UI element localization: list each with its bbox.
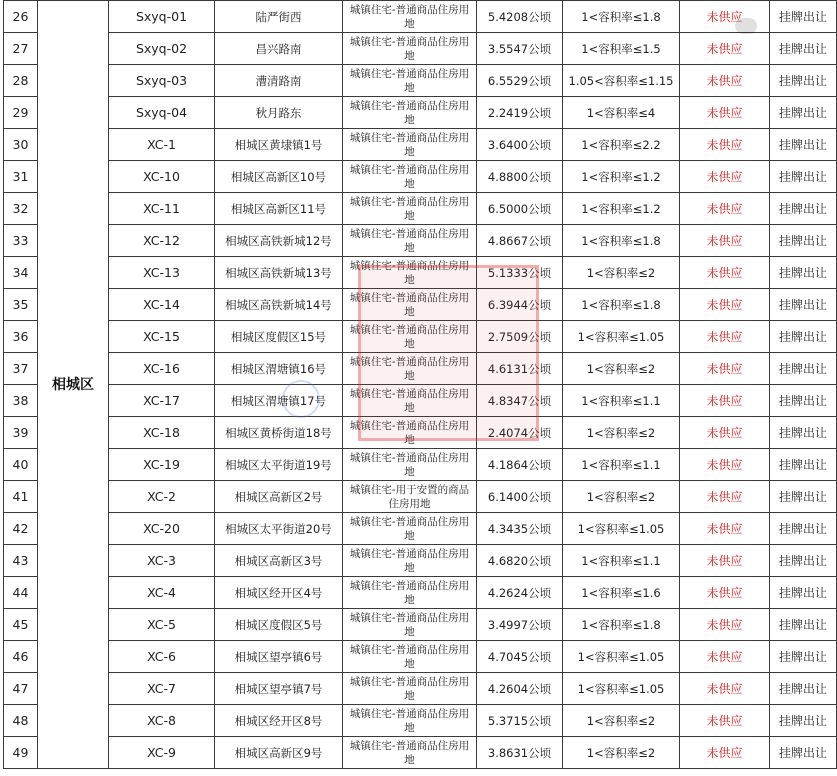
table-row <box>4 705 837 737</box>
land-usage: 城镇住宅-普通商品住房用地 <box>343 353 477 385</box>
land-usage: 城镇住宅-普通商品住房用地 <box>343 97 477 129</box>
plot-ratio: 1.05<容积率≤1.15 <box>563 65 680 97</box>
land-area: 4.2624公顷 <box>477 577 563 609</box>
supply-status: 未供应 <box>680 577 770 609</box>
row-number: 39 <box>4 417 38 449</box>
row-number: 40 <box>4 449 38 481</box>
transfer-method: 挂牌出让 <box>770 385 837 417</box>
row-number: 30 <box>4 129 38 161</box>
transfer-method: 挂牌出让 <box>770 673 837 705</box>
transfer-method: 挂牌出让 <box>770 193 837 225</box>
transfer-method: 挂牌出让 <box>770 321 837 353</box>
transfer-method: 挂牌出让 <box>770 1 837 33</box>
row-number: 43 <box>4 545 38 577</box>
row-number: 36 <box>4 321 38 353</box>
table-row <box>4 257 837 289</box>
transfer-method: 挂牌出让 <box>770 33 837 65</box>
land-code: XC-16 <box>109 353 215 385</box>
land-code: XC-15 <box>109 321 215 353</box>
plot-ratio: 1<容积率≤2 <box>563 481 680 513</box>
plot-ratio: 1<容积率≤1.1 <box>563 449 680 481</box>
land-code: Sxyq-02 <box>109 33 215 65</box>
supply-status: 未供应 <box>680 257 770 289</box>
land-code: XC-8 <box>109 705 215 737</box>
land-code: Sxyq-04 <box>109 97 215 129</box>
table-row <box>4 513 837 545</box>
land-usage: 城镇住宅-普通商品住房用地 <box>343 161 477 193</box>
plot-ratio: 1<容积率≤1.05 <box>563 321 680 353</box>
land-usage: 城镇住宅-普通商品住房用地 <box>343 417 477 449</box>
land-location: 昌兴路南 <box>215 33 343 65</box>
row-number: 28 <box>4 65 38 97</box>
land-area: 4.6820公顷 <box>477 545 563 577</box>
land-usage: 城镇住宅-普通商品住房用地 <box>343 385 477 417</box>
transfer-method: 挂牌出让 <box>770 353 837 385</box>
land-location: 相城区望亭镇7号 <box>215 673 343 705</box>
supply-status: 未供应 <box>680 545 770 577</box>
supply-status: 未供应 <box>680 673 770 705</box>
land-code: Sxyq-03 <box>109 65 215 97</box>
plot-ratio: 1<容积率≤1.8 <box>563 1 680 33</box>
row-number: 44 <box>4 577 38 609</box>
land-location: 相城区渭塘镇16号 <box>215 353 343 385</box>
table-row <box>4 129 837 161</box>
land-location: 相城区高铁新城12号 <box>215 225 343 257</box>
supply-status: 未供应 <box>680 705 770 737</box>
land-location: 相城区太平街道20号 <box>215 513 343 545</box>
land-supply-table <box>3 0 837 769</box>
table-body <box>4 1 837 769</box>
plot-ratio: 1<容积率≤2 <box>563 705 680 737</box>
land-usage: 城镇住宅-普通商品住房用地 <box>343 673 477 705</box>
land-area: 5.4208公顷 <box>477 1 563 33</box>
transfer-method: 挂牌出让 <box>770 641 837 673</box>
land-code: XC-13 <box>109 257 215 289</box>
supply-status: 未供应 <box>680 225 770 257</box>
transfer-method: 挂牌出让 <box>770 65 837 97</box>
land-area: 3.4997公顷 <box>477 609 563 641</box>
plot-ratio: 1<容积率≤1.1 <box>563 545 680 577</box>
table-row <box>4 225 837 257</box>
row-number: 38 <box>4 385 38 417</box>
land-location: 相城区高新区3号 <box>215 545 343 577</box>
row-number: 29 <box>4 97 38 129</box>
land-usage: 城镇住宅-普通商品住房用地 <box>343 321 477 353</box>
transfer-method: 挂牌出让 <box>770 225 837 257</box>
land-area: 4.7045公顷 <box>477 641 563 673</box>
land-code: XC-9 <box>109 737 215 769</box>
supply-status: 未供应 <box>680 737 770 769</box>
plot-ratio: 1<容积率≤2 <box>563 737 680 769</box>
row-number: 35 <box>4 289 38 321</box>
land-usage: 城镇住宅-普通商品住房用地 <box>343 513 477 545</box>
supply-status: 未供应 <box>680 193 770 225</box>
land-code: XC-19 <box>109 449 215 481</box>
land-area: 4.2604公顷 <box>477 673 563 705</box>
row-number: 34 <box>4 257 38 289</box>
land-area: 4.8667公顷 <box>477 225 563 257</box>
land-usage: 城镇住宅-普通商品住房用地 <box>343 257 477 289</box>
land-code: XC-2 <box>109 481 215 513</box>
table-row <box>4 321 837 353</box>
land-area: 2.4074公顷 <box>477 417 563 449</box>
transfer-method: 挂牌出让 <box>770 737 837 769</box>
supply-status: 未供应 <box>680 481 770 513</box>
table-row <box>4 577 837 609</box>
land-area: 4.8347公顷 <box>477 385 563 417</box>
supply-status: 未供应 <box>680 1 770 33</box>
supply-status: 未供应 <box>680 65 770 97</box>
land-location: 相城区黄埭镇1号 <box>215 129 343 161</box>
transfer-method: 挂牌出让 <box>770 577 837 609</box>
land-location: 相城区渭塘镇17号 <box>215 385 343 417</box>
land-location: 漕清路南 <box>215 65 343 97</box>
land-code: Sxyq-01 <box>109 1 215 33</box>
land-usage: 城镇住宅-普通商品住房用地 <box>343 33 477 65</box>
transfer-method: 挂牌出让 <box>770 129 837 161</box>
land-location: 相城区经开区8号 <box>215 705 343 737</box>
supply-status: 未供应 <box>680 289 770 321</box>
land-area: 6.3944公顷 <box>477 289 563 321</box>
row-number: 26 <box>4 1 38 33</box>
supply-status: 未供应 <box>680 385 770 417</box>
table-row <box>4 161 837 193</box>
land-area: 5.1333公顷 <box>477 257 563 289</box>
row-number: 45 <box>4 609 38 641</box>
plot-ratio: 1<容积率≤1.05 <box>563 641 680 673</box>
row-number: 37 <box>4 353 38 385</box>
land-usage: 城镇住宅-普通商品住房用地 <box>343 65 477 97</box>
land-area: 3.6400公顷 <box>477 129 563 161</box>
supply-status: 未供应 <box>680 321 770 353</box>
supply-status: 未供应 <box>680 449 770 481</box>
supply-status: 未供应 <box>680 353 770 385</box>
plot-ratio: 1<容积率≤2 <box>563 417 680 449</box>
land-area: 4.1864公顷 <box>477 449 563 481</box>
plot-ratio: 1<容积率≤1.8 <box>563 289 680 321</box>
row-number: 48 <box>4 705 38 737</box>
supply-status: 未供应 <box>680 417 770 449</box>
transfer-method: 挂牌出让 <box>770 481 837 513</box>
table-row <box>4 33 837 65</box>
land-code: XC-20 <box>109 513 215 545</box>
plot-ratio: 1<容积率≤1.2 <box>563 161 680 193</box>
table-row <box>4 385 837 417</box>
land-usage: 城镇住宅-普通商品住房用地 <box>343 641 477 673</box>
table-row <box>4 353 837 385</box>
plot-ratio: 1<容积率≤1.8 <box>563 609 680 641</box>
supply-status: 未供应 <box>680 33 770 65</box>
land-code: XC-17 <box>109 385 215 417</box>
land-code: XC-12 <box>109 225 215 257</box>
land-area: 3.5547公顷 <box>477 33 563 65</box>
land-location: 相城区高新区11号 <box>215 193 343 225</box>
row-number: 42 <box>4 513 38 545</box>
land-usage: 城镇住宅-普通商品住房用地 <box>343 609 477 641</box>
transfer-method: 挂牌出让 <box>770 705 837 737</box>
land-area: 6.5529公顷 <box>477 65 563 97</box>
land-usage: 城镇住宅-普通商品住房用地 <box>343 1 477 33</box>
land-area: 5.3715公顷 <box>477 705 563 737</box>
table-row <box>4 193 837 225</box>
table-row <box>4 673 837 705</box>
plot-ratio: 1<容积率≤4 <box>563 97 680 129</box>
land-usage: 城镇住宅-普通商品住房用地 <box>343 289 477 321</box>
land-location: 相城区黄桥街道18号 <box>215 417 343 449</box>
transfer-method: 挂牌出让 <box>770 545 837 577</box>
land-code: XC-3 <box>109 545 215 577</box>
land-location: 相城区高新区2号 <box>215 481 343 513</box>
land-code: XC-10 <box>109 161 215 193</box>
land-usage: 城镇住宅-普通商品住房用地 <box>343 129 477 161</box>
table-row <box>4 609 837 641</box>
supply-status: 未供应 <box>680 513 770 545</box>
table-row <box>4 481 837 513</box>
land-location: 相城区度假区15号 <box>215 321 343 353</box>
land-code: XC-7 <box>109 673 215 705</box>
land-location: 相城区高新区9号 <box>215 737 343 769</box>
transfer-method: 挂牌出让 <box>770 513 837 545</box>
land-usage: 城镇住宅-普通商品住房用地 <box>343 545 477 577</box>
land-area: 2.7509公顷 <box>477 321 563 353</box>
row-number: 32 <box>4 193 38 225</box>
transfer-method: 挂牌出让 <box>770 449 837 481</box>
land-area: 2.2419公顷 <box>477 97 563 129</box>
plot-ratio: 1<容积率≤1.05 <box>563 513 680 545</box>
land-usage: 城镇住宅-普通商品住房用地 <box>343 705 477 737</box>
row-number: 27 <box>4 33 38 65</box>
row-number: 49 <box>4 737 38 769</box>
land-usage: 城镇住宅-普通商品住房用地 <box>343 225 477 257</box>
plot-ratio: 1<容积率≤2 <box>563 257 680 289</box>
land-location: 相城区度假区5号 <box>215 609 343 641</box>
supply-status: 未供应 <box>680 641 770 673</box>
land-location: 相城区高铁新城13号 <box>215 257 343 289</box>
land-location: 相城区高铁新城14号 <box>215 289 343 321</box>
land-area: 6.1400公顷 <box>477 481 563 513</box>
land-code: XC-4 <box>109 577 215 609</box>
table-row <box>4 65 837 97</box>
table-row <box>4 449 837 481</box>
land-code: XC-18 <box>109 417 215 449</box>
table-row <box>4 97 837 129</box>
plot-ratio: 1<容积率≤1.8 <box>563 225 680 257</box>
supply-status: 未供应 <box>680 129 770 161</box>
plot-ratio: 1<容积率≤2.2 <box>563 129 680 161</box>
land-location: 相城区经开区4号 <box>215 577 343 609</box>
land-usage: 城镇住宅-普通商品住房用地 <box>343 449 477 481</box>
plot-ratio: 1<容积率≤1.1 <box>563 385 680 417</box>
table-row <box>4 1 837 33</box>
table-row <box>4 641 837 673</box>
land-usage: 城镇住宅-用于安置的商品住房用地 <box>343 481 477 513</box>
land-usage: 城镇住宅-普通商品住房用地 <box>343 193 477 225</box>
supply-status: 未供应 <box>680 161 770 193</box>
land-code: XC-14 <box>109 289 215 321</box>
land-area: 4.3435公顷 <box>477 513 563 545</box>
land-location: 相城区高新区10号 <box>215 161 343 193</box>
land-usage: 城镇住宅-普通商品住房用地 <box>343 737 477 769</box>
plot-ratio: 1<容积率≤1.6 <box>563 577 680 609</box>
land-code: XC-11 <box>109 193 215 225</box>
transfer-method: 挂牌出让 <box>770 289 837 321</box>
plot-ratio: 1<容积率≤1.05 <box>563 673 680 705</box>
row-number: 33 <box>4 225 38 257</box>
table-row <box>4 545 837 577</box>
supply-status: 未供应 <box>680 97 770 129</box>
table-row <box>4 737 837 769</box>
row-number: 31 <box>4 161 38 193</box>
land-code: XC-5 <box>109 609 215 641</box>
land-area: 3.8631公顷 <box>477 737 563 769</box>
supply-status: 未供应 <box>680 609 770 641</box>
land-area: 4.6131公顷 <box>477 353 563 385</box>
row-number: 47 <box>4 673 38 705</box>
table-row <box>4 417 837 449</box>
land-code: XC-1 <box>109 129 215 161</box>
transfer-method: 挂牌出让 <box>770 417 837 449</box>
row-number: 46 <box>4 641 38 673</box>
transfer-method: 挂牌出让 <box>770 97 837 129</box>
plot-ratio: 1<容积率≤1.2 <box>563 193 680 225</box>
transfer-method: 挂牌出让 <box>770 609 837 641</box>
plot-ratio: 1<容积率≤2 <box>563 353 680 385</box>
district-cell: 相城区 <box>38 1 109 769</box>
land-area: 6.5000公顷 <box>477 193 563 225</box>
plot-ratio: 1<容积率≤1.5 <box>563 33 680 65</box>
page-indicator-icon <box>735 18 757 34</box>
land-location: 相城区太平街道19号 <box>215 449 343 481</box>
land-usage: 城镇住宅-普通商品住房用地 <box>343 577 477 609</box>
land-location: 相城区望亭镇6号 <box>215 641 343 673</box>
land-location: 秋月路东 <box>215 97 343 129</box>
transfer-method: 挂牌出让 <box>770 257 837 289</box>
table-row <box>4 289 837 321</box>
transfer-method: 挂牌出让 <box>770 161 837 193</box>
row-number: 41 <box>4 481 38 513</box>
land-area: 4.8800公顷 <box>477 161 563 193</box>
land-code: XC-6 <box>109 641 215 673</box>
land-location: 陆严街西 <box>215 1 343 33</box>
